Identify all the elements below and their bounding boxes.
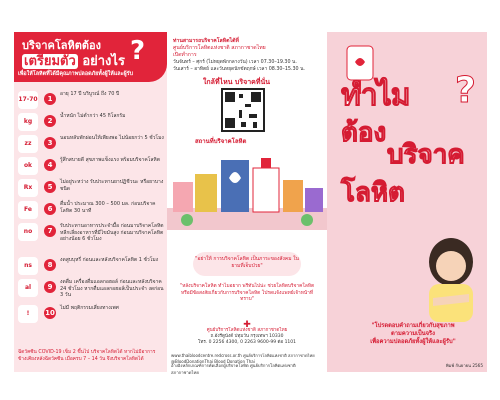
list-item [18, 112, 163, 132]
cover-title-line1: ทำไม [341, 78, 410, 113]
hours-weekday-days: วันจันทร์ – ศุกร์ (ไม่หยุดพักกลางวัน) [173, 60, 248, 65]
list-item [18, 304, 163, 324]
hours-weekend [173, 66, 321, 73]
list-item [18, 222, 163, 242]
print-date: พิมพ์ กันยายน 2565 [445, 363, 483, 368]
cover-title-line3: บริจาค [387, 140, 465, 170]
item-icon: 17-70 [18, 91, 38, 109]
title-suffix: อย่างไร [82, 54, 125, 69]
list-item [18, 178, 163, 198]
item-icon: Rx [18, 179, 38, 197]
list-item [18, 156, 163, 176]
donation-info [173, 38, 321, 73]
quote-pill: "อย่าให้ การบริจาคโลหิต เป็นภาระของสังคม ในยามที่เจ็บป่วย" [193, 252, 301, 276]
list-item [18, 256, 163, 276]
item-text: ไม่มี พฤติกรรมเสี่ยงทางเพศ [60, 305, 119, 311]
cover-title-line2: ต้อง [341, 118, 387, 148]
item-icon: no [18, 223, 38, 241]
address-tel: โทร. 0 2256 4300, 0 2263 9600-99 ต่อ 1101 [197, 340, 297, 345]
panel1-header [14, 32, 167, 82]
item-number: 2 [44, 115, 56, 127]
cover-title-line4: โลหิต [341, 178, 405, 208]
list-item [18, 278, 163, 298]
address-line: ถ.อังรีดูนังต์ ปทุมวัน กรุงเทพฯ 10330 [210, 334, 284, 339]
item-text: งดสูบบุหรี่ ก่อนและหลังบริจาคโลหิต 1 ชั่วโมง [60, 257, 159, 263]
woman-illustration [419, 232, 483, 322]
item-number: 10 [45, 309, 55, 317]
address-block [177, 322, 317, 346]
item-icon: Fe [18, 201, 38, 219]
city-illustration [167, 148, 327, 230]
cover-quote-line2: ตามความเป็นจริง [390, 331, 435, 337]
address-org: ศูนย์บริการโลหิตแห่งชาติ สภากาชาดไทย [206, 328, 288, 333]
item-icon: ! [18, 305, 38, 323]
organization-name: ศูนย์บริการโลหิตแห่งชาติ สภากาชาดไทย [173, 45, 266, 51]
item-text: น้ำหนัก ไม่ต่ำกว่า 45 กิโลกรัม [60, 113, 126, 119]
list-item [18, 134, 163, 154]
after-donation-note: "หลังบริจาคโลหิต ทำไมอยาก พรีทันไปน่ะ ช่วยโลหิตบริจาคโลหิต หรือมีข้อสงสัยเกี่ยวกับการบริจาคโลหิต โปรดแจ้งแพทย์เจ้าหน้าที่ทราบ" [179, 284, 315, 302]
item-number: 1 [44, 93, 56, 105]
item-text: ไม่อยู่ระหว่าง รับประทานยาปฏิชีวนะ หรือยาบางชนิด [60, 179, 164, 192]
item-icon: al [18, 279, 38, 297]
covid-note: ฉีดวัคซีน COVID-19 เข็ม 2 ขึ้นไป บริจาคโลหิตได้ หากไม่มีอาการข้างเคียงหลังฉีดวัคซีน เมื่อครบ 7 – 14 วัน จึงบริจาคโลหิตได้ [18, 350, 156, 362]
qr-heading: ใกล้ที่ไหน บริจาคที่นั่น [203, 78, 271, 86]
question-mark-icon: ? [130, 36, 146, 66]
panel1-title-line2 [22, 50, 125, 71]
hours-weekend-days: วันเสาร์ – อาทิตย์ และวันหยุดนักขัตฤกษ์ [173, 67, 256, 72]
hours-weekday-time: เวลา 07.30–19.30 น. [249, 60, 297, 65]
panel1-title-line1: บริจาคโลหิตต้อง [22, 39, 102, 52]
donate-heading: ท่านสามารถบริจาคโลหิตได้ที่ [173, 38, 239, 44]
social-links[interactable]: www.thaibloodcentre.redcross.or.th ศูนย์บริการโลหิตแห่งชาติ สภากาชาดไทย @BloodDonationThai Blood Donation Thai [171, 353, 315, 364]
preparation-panel [14, 32, 167, 372]
cover-panel [327, 32, 487, 372]
item-text: ดื่มน้ำ ประมาณ 300 – 500 มล. ก่อนบริจาคโลหิต 30 นาที [60, 201, 156, 214]
item-text: อายุ 17 ปี บริบูรณ์ ถึง 70 ปี [60, 91, 120, 97]
item-text: งดดื่ม เครื่องดื่มแอลกอฮอล์ ก่อนและหลังบริจาค 24 ชั่วโมง หากดื่มแอลกอฮอล์เป็นประจำ งดก่อน 3 วัน [60, 279, 164, 298]
location-label: สถานที่บริจาคโลหิต [195, 138, 247, 145]
hours-weekday [173, 59, 321, 66]
item-icon: ns [18, 257, 38, 275]
title-highlight: เตรียมตัว [24, 54, 76, 69]
cover-question-mark: ? [455, 70, 476, 111]
item-text: รู้สึกสบายดี สุขภาพแข็งแรง พร้อมบริจาคโลหิต [60, 157, 160, 163]
item-number: 7 [44, 225, 56, 237]
list-item [18, 200, 163, 220]
panel1-subtitle: เพื่อให้โลหิตที่ได้มีคุณภาพปลอดภัยทั้งผู้ให้และผู้รับ [18, 71, 133, 77]
cover-quote [343, 322, 483, 346]
item-number: 4 [44, 159, 56, 171]
item-number: 8 [44, 259, 56, 271]
reference-note: อ้างอิงหลักเกณฑ์การคัดเลือกผู้บริจาคโลหิต ศูนย์บริการโลหิตแห่งชาติ สภากาชาดไทย [171, 363, 296, 375]
item-number: 6 [44, 203, 56, 215]
item-icon: zz [18, 135, 38, 153]
item-number: 3 [44, 137, 56, 149]
hours-weekend-time: เวลา 08.30–15.30 น. [257, 67, 305, 72]
item-number: 9 [44, 281, 56, 293]
item-text: นอนหลับพักผ่อนให้เพียงพอ ไม่น้อยกว่า 5 ชั่วโมง [60, 135, 164, 141]
qr-code[interactable] [221, 88, 265, 132]
red-cross-logo: ✚ [243, 320, 251, 330]
item-icon: ok [18, 157, 38, 175]
cover-quote-line3: เพื่อความปลอดภัยทั้งผู้ให้และผู้รับ" [370, 339, 456, 345]
item-number: 5 [44, 181, 56, 193]
cover-quote-line1: "โปรดตอบคำถามเกี่ยวกับสุขภาพ [371, 323, 455, 329]
item-text: รับประทานอาหารประจำมื้อ ก่อนมาบริจาคโลหิต หลีกเลี่ยงอาหารที่มีไขมันสูง ก่อนมาบริจาคโลหิต อย่างน้อย 6 ชั่วโมง [60, 223, 164, 242]
location-panel [167, 32, 327, 375]
item-icon: kg [18, 113, 38, 131]
list-item [18, 90, 163, 110]
open-label: เปิดทำการ [173, 52, 197, 58]
